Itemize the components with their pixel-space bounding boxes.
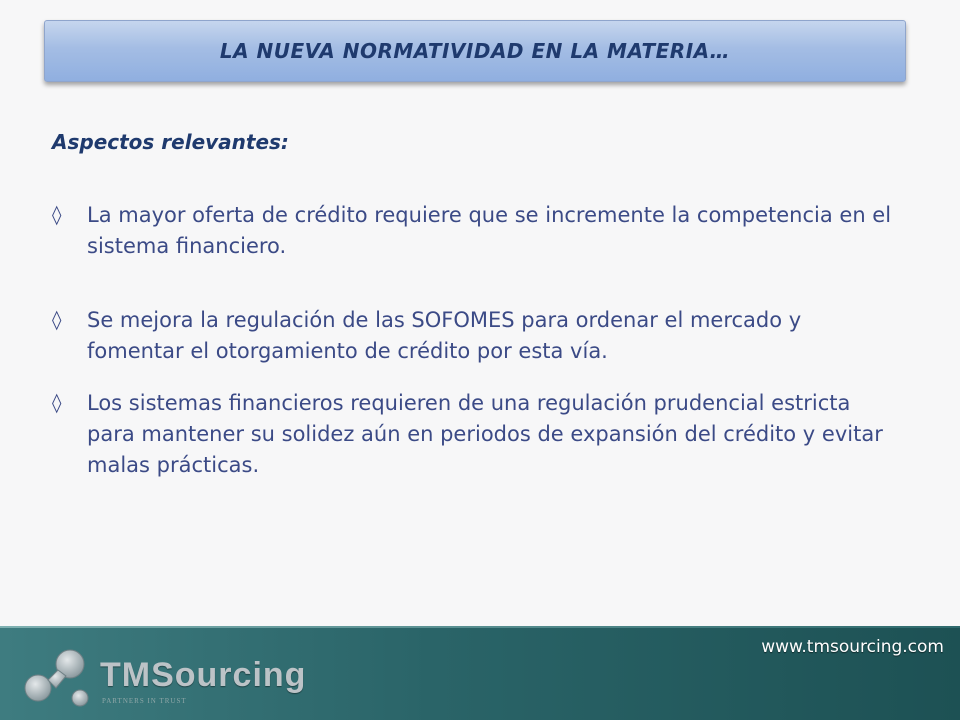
list-item	[52, 200, 902, 262]
list-item	[52, 388, 902, 481]
bullet-text: La mayor oferta de crédito requiere que se incremente la competencia en el sistema financiero.	[87, 203, 892, 258]
bullet-list	[52, 200, 902, 481]
bullet-text: Los sistemas financieros requieren de una regulación prudencial estricta para mantener su solidez aún en periodos de expansión del crédito y evitar malas prácticas.	[87, 391, 883, 477]
company-tagline: PARTNERS IN TRUST	[102, 697, 187, 705]
title-banner	[44, 20, 906, 82]
diamond-bullet-icon: ◊	[52, 204, 62, 226]
website-url[interactable]: www.tmsourcing.com	[761, 637, 944, 657]
slide-title: LA NUEVA NORMATIVIDAD EN LA MATERIA…	[219, 39, 731, 63]
bullet-text: Se mejora la regulación de las SOFOMES para ordenar el mercado y fomentar el otorgamiento de crédito por esta vía.	[87, 308, 802, 363]
company-logo-text: TMSourcing	[100, 656, 307, 694]
list-item	[52, 305, 902, 367]
tm-logo-icon	[18, 644, 98, 714]
diamond-bullet-icon: ◊	[52, 309, 62, 331]
slide-subtitle: Aspectos relevantes:	[52, 130, 289, 154]
diamond-bullet-icon: ◊	[52, 392, 62, 414]
